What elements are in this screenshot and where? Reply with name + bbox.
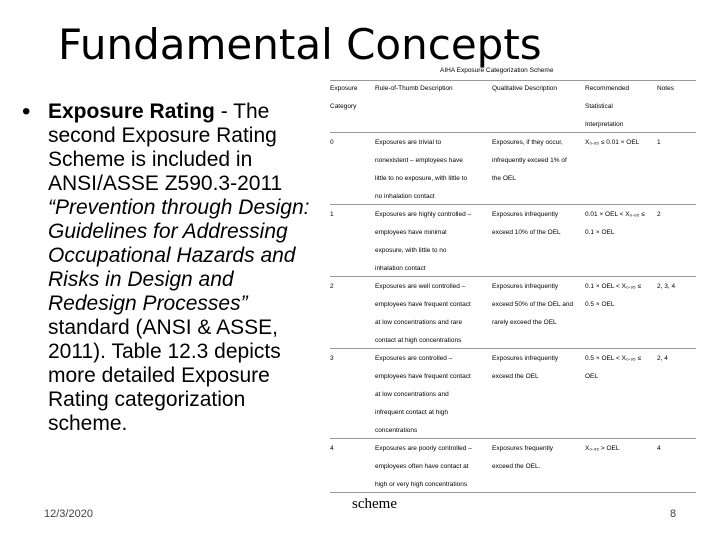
row-bottom-rule [330, 204, 696, 205]
row-category: 0 [330, 139, 334, 146]
row-qualitative-description: rarely exceed the OEL [492, 319, 557, 326]
row-rule-description: Exposures are highly controlled – [375, 211, 472, 218]
row-rule-description: contact at high concentrations [375, 337, 462, 344]
row-statistical-interpretation: 0.1 × OEL < X₀.₉₅ ≤ [585, 283, 642, 290]
row-rule-description: exposure, with little to no [375, 247, 447, 254]
slide-title: Fundamental Concepts [58, 20, 542, 69]
row-bottom-rule [330, 276, 696, 277]
bullet-dot: • [22, 98, 31, 125]
bullet-lead: Exposure Rating [48, 100, 215, 123]
row-notes: 4 [657, 445, 661, 452]
row-rule-description: little to no exposure, with little to [375, 175, 468, 182]
row-qualitative-description: Exposures infrequently [492, 211, 559, 218]
header-statistical: Recommended [585, 85, 630, 92]
row-statistical-interpretation: X₀.₉₅ ≤ 0.01 × OEL [585, 139, 640, 146]
header-category: Exposure [330, 85, 358, 92]
row-category: 4 [330, 445, 334, 452]
row-qualitative-description: exceed 50% of the OEL and [492, 301, 574, 308]
row-rule-description: employees often have contact at [375, 463, 469, 470]
row-qualitative-description: exceed the OEL [492, 373, 539, 380]
row-rule-description: Exposures are controlled – [375, 355, 453, 362]
row-rule-description: employees have frequent contact [375, 373, 471, 380]
bullet-italic-title: “Prevention through Design: Guidelines for Addressing Occupational Hazards and Risks in Design and Redesign Processes” [48, 196, 310, 315]
footer-scheme-text: scheme [352, 496, 397, 512]
row-bottom-rule [330, 438, 696, 439]
slide-page-number: 8 [670, 508, 677, 520]
row-rule-description: infrequent contact at high [375, 409, 448, 416]
row-bottom-rule [330, 492, 696, 493]
row-qualitative-description: exceed the OEL. [492, 463, 541, 470]
row-rule-description: at low concentrations and rare [375, 319, 463, 326]
header-statistical: Statistical [585, 103, 613, 110]
row-category: 3 [330, 355, 334, 362]
row-qualitative-description: Exposures frequently [492, 445, 554, 452]
row-statistical-interpretation: 0.5 × OEL < X₀.₉₅ ≤ [585, 355, 642, 362]
row-category: 2 [330, 283, 334, 290]
row-category: 1 [330, 211, 334, 218]
header-qualitative: Qualitative Description [492, 85, 558, 92]
row-rule-description: high or very high concentrations [375, 481, 468, 488]
bullet-text [48, 100, 322, 436]
header-category: Category [330, 103, 357, 110]
row-rule-description: inhalation contact [375, 265, 426, 272]
row-statistical-interpretation: OEL [585, 373, 599, 380]
bullet-item [22, 100, 322, 436]
row-rule-description: at low concentrations and [375, 391, 449, 398]
row-qualitative-description: Exposures, if they occur, [492, 139, 563, 146]
row-notes: 2, 3, 4 [657, 283, 676, 290]
row-qualitative-description: exceed 10% of the OEL [492, 229, 561, 236]
row-rule-description: employees have minimal [375, 229, 447, 236]
table-caption: AIHA Exposure Categorization Scheme [440, 67, 554, 74]
row-rule-description: no inhalation contact [375, 193, 435, 200]
header-statistical: Interpretation [585, 121, 624, 128]
row-rule-description: Exposures are trivial to [375, 139, 442, 146]
row-statistical-interpretation: X₀.₉₅ > OEL [585, 445, 620, 452]
row-rule-description: nonexistent – employees have [375, 157, 463, 164]
row-rule-description: Exposures are well controlled – [375, 283, 466, 290]
header-notes: Notes [657, 85, 674, 92]
row-bottom-rule [330, 348, 696, 349]
slide-date: 12/3/2020 [44, 508, 93, 520]
row-qualitative-description: Exposures infrequently [492, 283, 559, 290]
row-notes: 2, 4 [657, 355, 668, 362]
header-rule: Rule-of-Thumb Description [375, 85, 453, 92]
row-rule-description: Exposures are poorly controlled – [375, 445, 472, 452]
row-rule-description: concentrations [375, 427, 418, 434]
row-qualitative-description: Exposures infrequently [492, 355, 559, 362]
header-bottom-rule [330, 132, 696, 133]
row-statistical-interpretation: 0.01 × OEL < X₀.₉₅ ≤ [585, 211, 645, 218]
row-rule-description: employees have frequent contact [375, 301, 471, 308]
bullet-dash: - The second Exposure Rating Scheme is included in ANSI/ASSE Z590.3-2011 [48, 100, 283, 195]
bullet-tail: standard (ANSI & ASSE, 2011). Table 12.3 depicts more detailed Exposure Rating categorization scheme. [48, 316, 281, 435]
row-notes: 2 [657, 211, 661, 218]
row-notes: 1 [657, 139, 661, 146]
row-statistical-interpretation: 0.5 × OEL [585, 301, 615, 308]
row-statistical-interpretation: 0.1 × OEL [585, 229, 615, 236]
row-qualitative-description: the OEL [492, 175, 516, 182]
row-qualitative-description: infrequently exceed 1% of [492, 157, 567, 164]
